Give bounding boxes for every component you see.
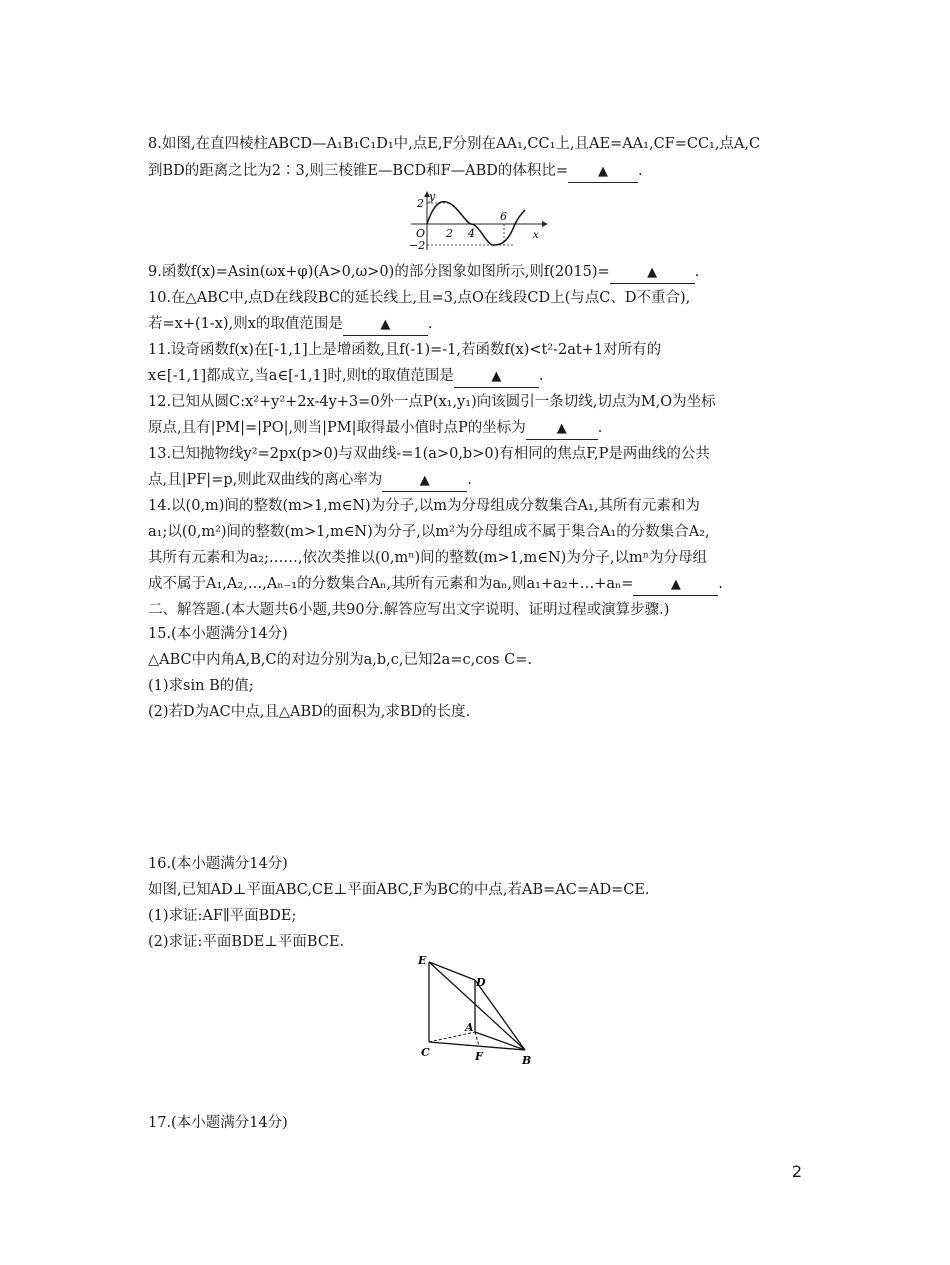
- q14-end: .: [718, 576, 724, 592]
- triangle-marker-icon: ▲: [419, 473, 430, 488]
- x-axis-label: x: [533, 230, 539, 241]
- q8-line1: 8.如图,在直四棱柱ABCD—A₁B₁C₁D₁中,点E,F分别在AA₁,CC₁上,且AE=AA₁,CF=CC₁,点A,C: [148, 136, 761, 152]
- label-C: C: [421, 1046, 430, 1059]
- answer-blank-12[interactable]: [526, 418, 598, 440]
- q8-line2-text: 到BD的距离之比为2∶3,则三棱锥E—BCD和F—ABD的体积比=: [148, 163, 569, 179]
- q15-stem: △ABC中内角A,B,C的对边分别为a,b,c,已知2a=c,cos C=.: [148, 652, 532, 668]
- triangle-marker-icon: ▲: [491, 369, 502, 384]
- triangle-marker-icon: ▲: [598, 164, 609, 179]
- q12-line1: 12.已知从圆C:x²+y²+2x-4y+3=0外一点P(x₁,y₁)向该圆引一条切线,切点为M,O为坐标: [148, 394, 716, 410]
- q16-stem: 如图,已知AD⊥平面ABC,CE⊥平面ABC,F为BC的中点,若AB=AC=AD=CE.: [148, 882, 650, 898]
- answer-blank-9[interactable]: [610, 262, 695, 284]
- q8-end: .: [638, 163, 643, 179]
- q10-end: .: [427, 316, 433, 332]
- edge-ED: [429, 962, 475, 980]
- q14-line1: 14.以(0,m)间的整数(m>1,m∈N)为分子,以m为分母组成分数集合A₁,其所有元素和为: [148, 498, 700, 514]
- q13-line1: 13.已知抛物线y²=2px(p>0)与双曲线-=1(a>0,b>0)有相同的焦点F,P是两曲线的公共: [148, 446, 710, 462]
- q15-title: 15.(本小题满分14分): [148, 626, 288, 642]
- q12-line2-text: 原点,且有|PM|=|PO|,则当|PM|取得最小值时点P的坐标为: [148, 420, 526, 436]
- y-axis-label: y: [429, 190, 436, 203]
- q14-line4-text: 成不属于A₁,A₂,…,Aₙ₋₁的分数集合Aₙ,其所有元素和为aₙ,则a₁+a₂+…+aₙ=: [148, 576, 634, 592]
- q14-line2: a₁;以(0,m²)间的整数(m>1,m∈N)为分子,以m²为分母组成不属于集合A₁的分数集合A₂,: [148, 524, 710, 540]
- triangle-marker-icon: ▲: [647, 265, 658, 280]
- q13-end: .: [467, 472, 472, 488]
- answer-blank-13[interactable]: [382, 470, 467, 492]
- triangle-marker-icon: ▲: [556, 421, 567, 436]
- sine-curve: [427, 202, 525, 245]
- label-B: B: [522, 1054, 532, 1067]
- answer-blank-8[interactable]: [568, 161, 638, 183]
- triangle-marker-icon: ▲: [380, 317, 391, 332]
- q16-part1: (1)求证:AF∥平面BDE;: [148, 908, 297, 924]
- q14-line3: 其所有元素和为a₂;……,依次类推以(0,mⁿ)间的整数(m>1,m∈N)为分子,以mⁿ为分母组: [148, 550, 707, 566]
- edge-DB: [475, 980, 525, 1050]
- q9-end: .: [694, 264, 700, 280]
- geometry-figure: [415, 952, 540, 1070]
- label-E: E: [418, 954, 427, 967]
- q15-part2: (2)若D为AC中点,且△ABD的面积为,求BD的长度.: [148, 704, 471, 720]
- q9-text: 9.函数f(x)=Asin(ωx+φ)(A>0,ω>0)的部分图象如图所示,则f(2015)=: [148, 264, 610, 280]
- q17-title: 17.(本小题满分14分): [148, 1115, 288, 1131]
- label-A: A: [465, 1021, 474, 1034]
- q12-line2: [148, 418, 602, 440]
- y-tick-minus2: −2: [409, 239, 426, 252]
- answer-blank-14[interactable]: [633, 574, 718, 596]
- q10-line1: 10.在△ABC中,点D在线段BC的延长线上,且=3,点O在线段CD上(与点C、D不重合),: [148, 290, 691, 306]
- q14-line4: [148, 574, 723, 596]
- q11-end: .: [538, 368, 544, 384]
- answer-blank-11[interactable]: [454, 366, 539, 388]
- edge-AF-hidden: [475, 1032, 479, 1046]
- label-D: D: [476, 976, 486, 989]
- x-axis-arrow-icon: [542, 221, 548, 227]
- page-number: 2: [791, 1162, 802, 1181]
- answer-blank-10[interactable]: [343, 314, 428, 336]
- label-F: F: [475, 1050, 483, 1063]
- x-tick-2: 2: [446, 227, 453, 240]
- q16-title: 16.(本小题满分14分): [148, 856, 288, 872]
- q9-line: [148, 262, 699, 284]
- q13-line2-text: 点,且|PF|=p,则此双曲线的离心率为: [148, 472, 383, 488]
- triangle-marker-icon: ▲: [670, 577, 681, 592]
- q11-line2-text: x∈[-1,1]都成立,当a∈[-1,1]时,则t的取值范围是: [148, 368, 454, 384]
- q10-line2-text: 若=x+(1-x),则x的取值范围是: [148, 316, 343, 332]
- q13-line2: [148, 470, 472, 492]
- section-heading: 二、解答题.(本大题共6小题,共90分.解答应写出文字说明、证明过程或演算步骤.): [148, 602, 670, 618]
- y-tick-2: 2: [417, 197, 424, 210]
- q11-line1: 11.设奇函数f(x)在[-1,1]上是增函数,且f(-1)=-1,若函数f(x)<t²-2at+1对所有的: [148, 342, 662, 358]
- q10-line2: [148, 314, 433, 336]
- q15-part1: (1)求sin B的值;: [148, 678, 254, 694]
- sine-graph-figure: [405, 190, 550, 252]
- x-tick-4: 4: [468, 227, 475, 240]
- q11-line2: [148, 366, 544, 388]
- q16-part2: (2)求证:平面BDE⊥平面BCE.: [148, 934, 345, 950]
- x-tick-6: 6: [500, 210, 507, 223]
- q12-end: .: [597, 420, 603, 436]
- edge-CB: [429, 1042, 525, 1050]
- q8-line2: [148, 161, 643, 183]
- origin-label: O: [416, 227, 426, 240]
